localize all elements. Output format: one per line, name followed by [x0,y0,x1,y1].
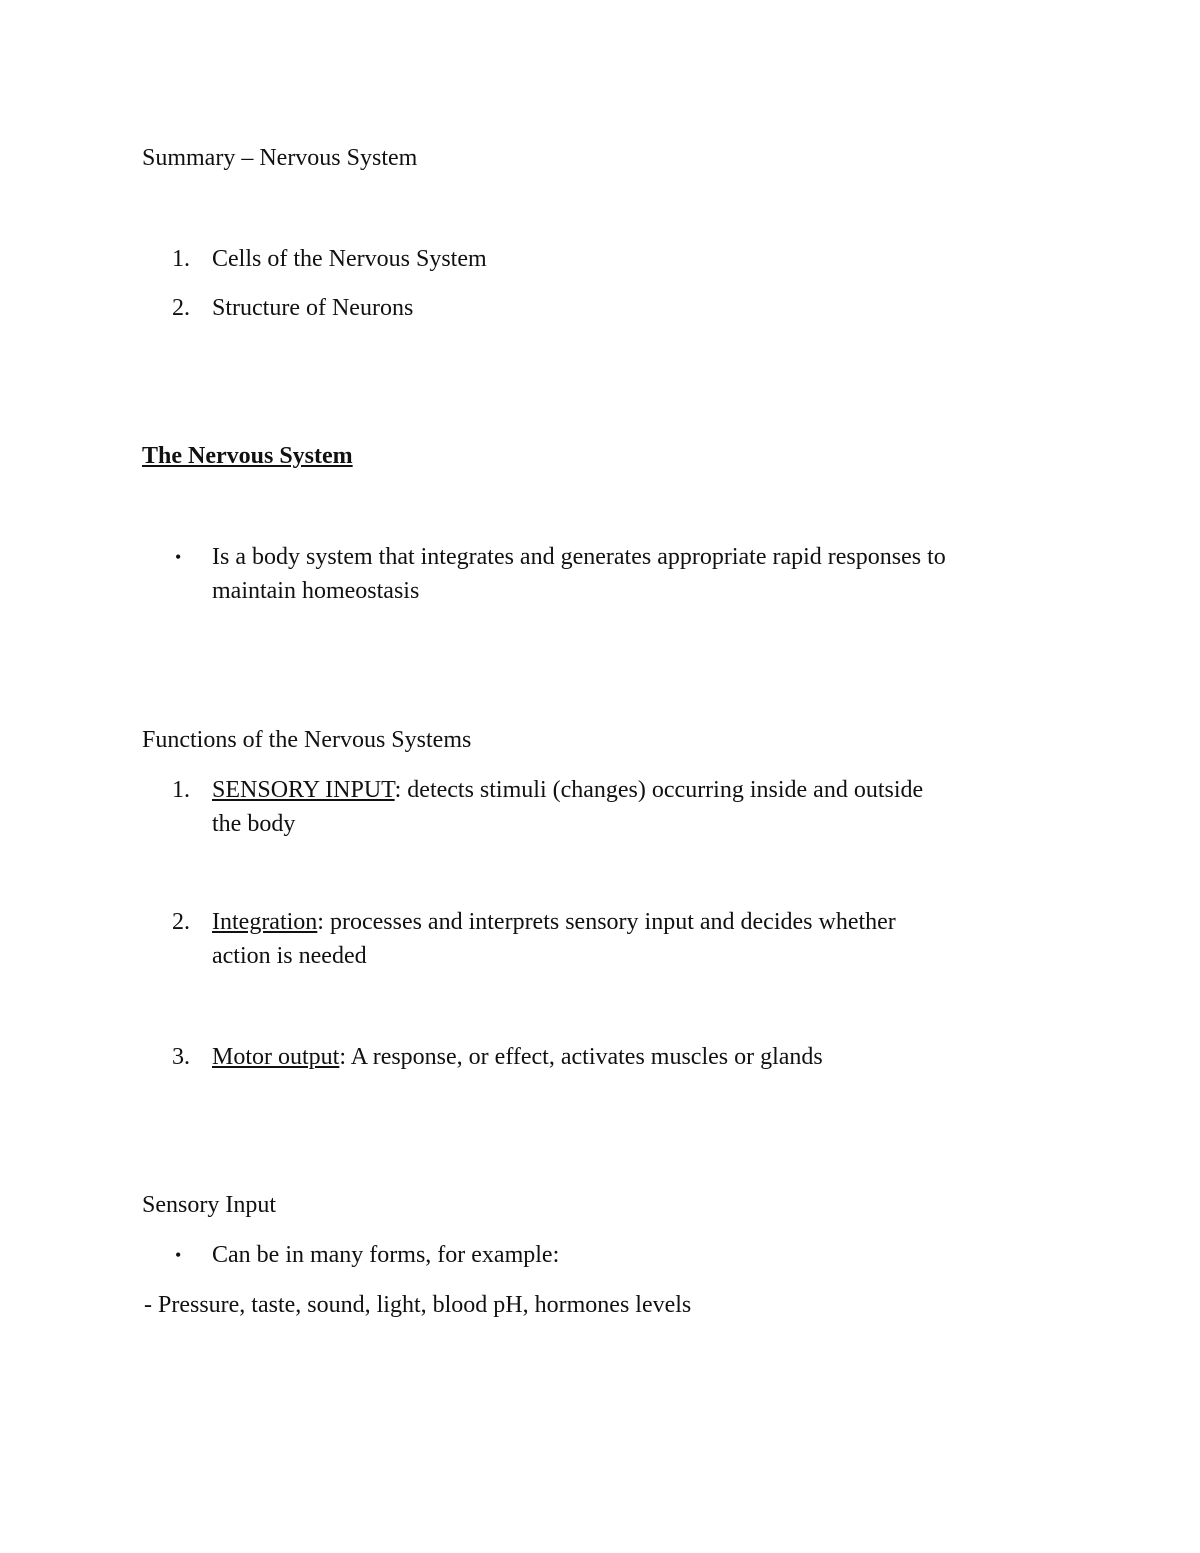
document-title: Summary – Nervous System [142,145,418,171]
function-desc: : A response, or effect, activates muscles or glands [339,1044,823,1070]
outline-number: 2. [172,295,190,321]
function-desc-continued: action is needed [212,943,367,969]
outline-number: 1. [172,246,190,272]
definition-line-2: maintain homeostasis [212,578,420,604]
bullet-icon: • [175,1245,182,1265]
function-desc-continued: the body [212,811,296,837]
outline-item-structure: Structure of Neurons [212,295,414,321]
function-desc: : processes and interprets sensory input and decides whether [317,909,896,935]
function-number: 2. [172,909,190,935]
section-heading-sensory-input: Sensory Input [142,1192,276,1218]
outline-item-cells: Cells of the Nervous System [212,246,487,272]
function-number: 3. [172,1044,190,1070]
section-heading-functions: Functions of the Nervous Systems [142,727,472,753]
function-item-sensory-input [212,773,923,807]
sensory-forms-text: Can be in many forms, for example: [212,1242,560,1268]
bullet-icon: • [175,547,182,567]
function-item-motor-output [212,1040,823,1074]
function-term: SENSORY INPUT [212,777,395,803]
function-term: Motor output [212,1044,340,1070]
definition-line-1: Is a body system that integrates and generates appropriate rapid responses to [212,544,946,570]
sensory-examples: - Pressure, taste, sound, light, blood pH, hormones levels [138,1292,692,1318]
section-heading-nervous-system: The Nervous System [142,443,353,469]
function-item-integration [212,905,896,939]
function-number: 1. [172,777,190,803]
function-term: Integration [212,909,318,935]
function-desc: : detects stimuli (changes) occurring inside and outside [394,777,924,803]
